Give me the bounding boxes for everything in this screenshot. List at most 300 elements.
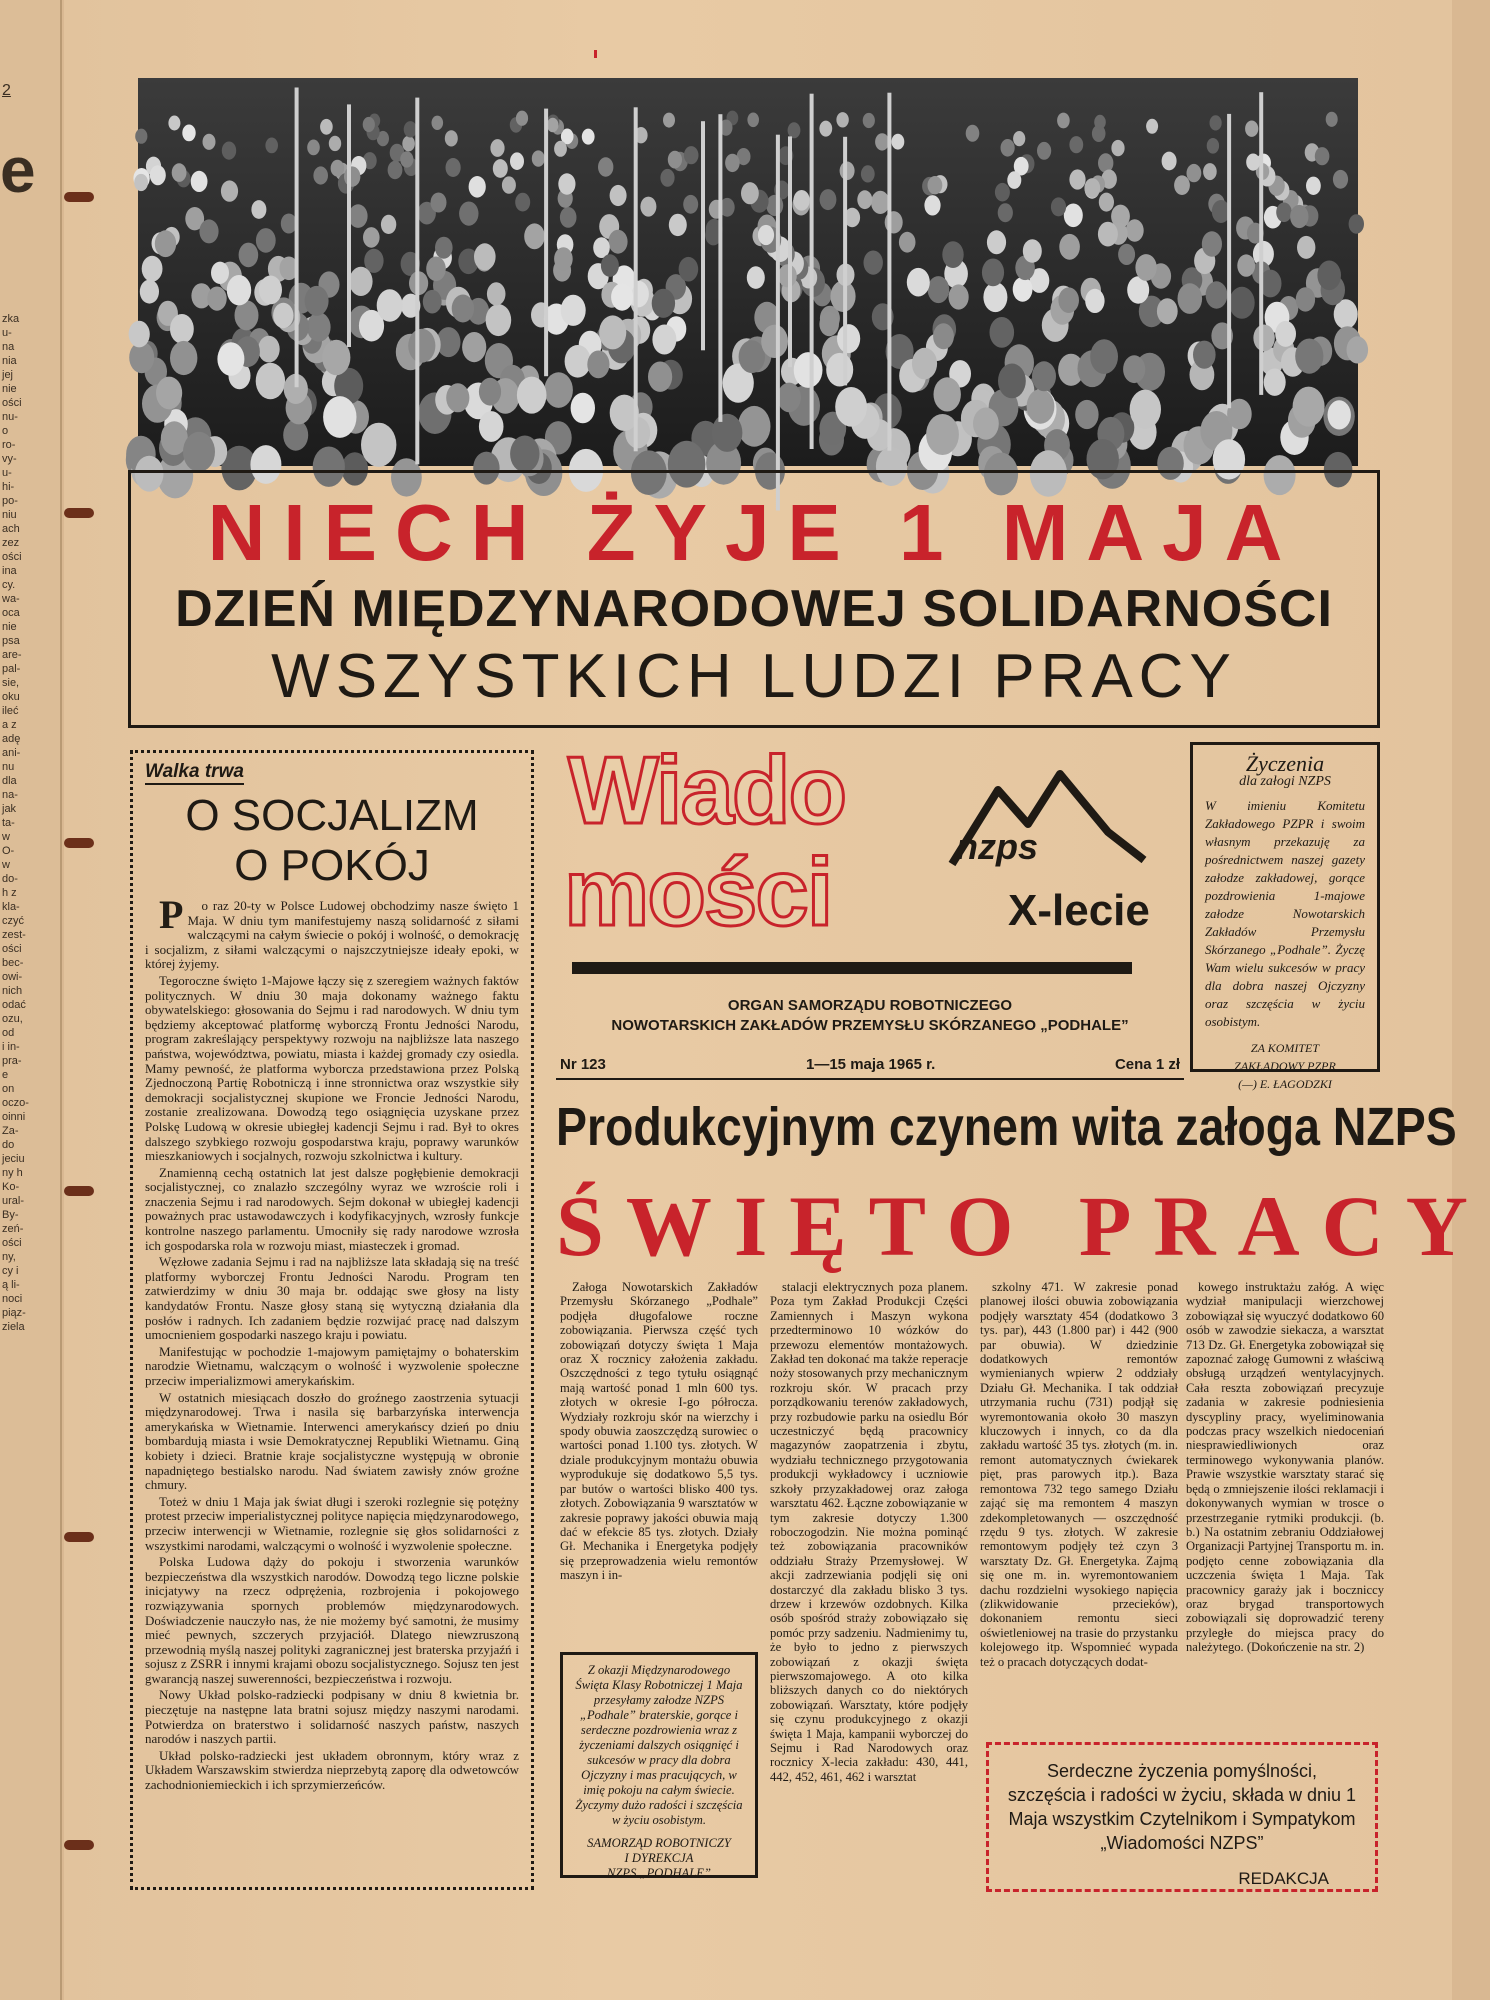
crowd-face [502, 176, 516, 193]
article-text: kowego instruktażu załóg. A więc wydział manipulacji wierzchowej zobowiązał się wyuczyć dodatkowo 60 osób w zawodzie siekacza, a warsztat 713 Dz. Gł. Energetyka zobowiązał się zapoznać załogę Gumowni z właściwą obsługą urządzeń wentylacyjnych. Cała reszta zobowiązań precyzuje zadania w zakresie podniesienia dyscypliny pracy, wyeliminowania podczas pracy wszelkich niedoceniań niesprawiedliwionych oraz terminowego wykonywania planów. Prawie wszystkie warsztaty starać się będą o zmniejszenie ilości reklamacji i dokonywanych wymian w trosce o przestrzeganie rytmiki produkcji. (b. b.) Na ostatnim zebraniu Oddziałowej Organizacji Partyjnej Transportu m. in. podjęto cenne zobowiązania dla uczczenia święta 1 Maja. Tak pracownicy garaży jak i boczniccy oraz brygad transportowych zobowiązali się doprowadzić tereny przyległe do miejsca pracy do należytego. (Dokończenie na str. 2) [1186, 1280, 1384, 1655]
crowd-face [684, 146, 699, 164]
prev-page-fragment: oinni [2, 1111, 26, 1123]
crowd-face [377, 289, 403, 321]
prev-page-fragment: Ko- [2, 1181, 20, 1193]
crowd-face [361, 423, 396, 467]
crowd-face [1098, 222, 1118, 247]
prev-page-fragment: a z [2, 719, 17, 731]
prev-page-fragment: od [2, 1027, 15, 1039]
flag-pole [701, 121, 705, 350]
crowd-face [281, 214, 297, 234]
masthead-anniversary: X-lecie [1008, 886, 1150, 935]
article-title [145, 791, 519, 891]
crowd-face [565, 345, 591, 378]
prev-page-fragment: w [2, 859, 10, 871]
flag-pole [810, 94, 814, 449]
crowd-face [611, 283, 633, 310]
prev-page-fragment: ości [2, 943, 22, 955]
prev-page-fragment: ny h [2, 1167, 23, 1179]
crowd-face [469, 176, 486, 198]
crowd-face [344, 166, 360, 186]
masthead-underline [572, 962, 1132, 974]
crowd-face [1123, 355, 1145, 383]
inset-sign-line: NZPS „PODHALE” [607, 1866, 711, 1880]
prev-page-fragment: ina [2, 565, 17, 577]
flag-pole [843, 137, 847, 386]
prev-page-fragment: ozu, [2, 1013, 23, 1025]
crowd-face [899, 232, 916, 253]
article-text: szkolny 471. W zakresie ponad planowej ilości obuwia zobowiązania podjęły warsztaty 454 (dodatkowo 3 tys. par), 443 (1.800 par) i 442 (900 par obuwia). W dziedzinie dodatkowych remontów wymienianych wpierw 2 oddziały Działu Gł. Mechanika. I tak oddział utrzymania ruchu (731) podjął się wyremontowania około 30 maszyn kluczowych i innych, co da dla zakładu wartość 35 tys. złotych (m. in. remont automatycznych ćwiekarek pięt, pras parowych itp.). Baza remontowa 732 tego samego Działu zająć się ma remontem 4 maszyn zdekompletowanych — oszczędność rzędu 9 tys. złotych. W zakresie remontowym podjęły też czyn 3 warsztaty Dz. Gł. Energetyka. Zajmą się one m. in. wyremontowaniem dachu rozdzielni wysokiego napięcia (zlikwidowanie przecieków), dokonaniem remontu sieci oświetleniowej na trasie do przystanku kolejowego itp. Wspomnieć wypada też o pracach dotyczących dodat- [980, 1280, 1178, 1669]
crowd-face [1001, 139, 1015, 157]
crowd-face [408, 329, 435, 363]
masthead-organ [556, 996, 1184, 1036]
crowd-face [1203, 163, 1217, 180]
crowd-face [1207, 138, 1219, 154]
prev-page-fragment: bec- [2, 957, 24, 969]
article-text: stalacji elektrycznych poza planem. Poza tym Zakład Produkcji Części Zamiennych i Maszyn wykona przedterminowo 10 wózków do przewozu elementów montażowych. Zakład ten dokonać ma także reperacje noży stosowanych przy mechanicznym rozkroju skór. W pracach przy porządkowaniu terenów zakładowych, przy rozbudowie parku na osiedlu Bór uczestniczyć będą pracownicy magazynów zaopatrzenia i zbytu, wydziału technicznego przygotowania produkcji wykładowcy i uczniowie szkoły przyzakładowej oraz załoga warsztatu 462. Łączne zobowiązanie w tym zakresie dotyczy 1.300 roboczogodzin. Nie można pominąć też zobowiązania pracowników oddziału Straży Przemysłowej. W akcji zadrzewiania podjęli się oni dostarczyć dla zakładu blisko 3 tys. drzew i krzewów ozdobnych. Kilka osób spośród straży zobowiązało się pomóc przy sadzeniu. Nadmienimy tu, że było to jedno z pierwszych zobowiązań z okazji święta pierwszomajowego. A oto kilka bliższych danych co do niektórych zobowiązań. Warsztaty, które podjęły się czynu produkcyjnego z okazji święta 1 Maja, kampanii wyborczej do Sejmu i Rad Narodowych oraz rocznicy X-lecia zakładu: 430, 441, 442, 452, 461, 462 i warsztat [770, 1280, 968, 1784]
binding-hole [64, 1840, 94, 1850]
prev-page-fragment: Za- [2, 1125, 19, 1137]
crowd-face [1349, 214, 1364, 233]
crowd-photo [138, 78, 1358, 466]
prev-page-fragment: O- [2, 845, 15, 857]
article-paragraph: Po raz 20-ty w Polsce Ludowej obchodzimy nasze święto 1 Maja. W dniu tym manifestujemy naszą solidarność z siłami walczącymi na całym świecie o pokój i wolność, o demokrację i socjalizm, z siłami walczącymi o najszczytniejsze ideały epoki, w której żyjemy. [145, 892, 519, 972]
crowd-face [426, 257, 446, 282]
crowd-face [211, 262, 229, 284]
crowd-face [1306, 177, 1321, 195]
crowd-face [582, 129, 595, 145]
crowd-face [926, 414, 959, 455]
prev-page-fragment: ileć [2, 705, 19, 717]
crowd-face [155, 230, 176, 257]
prev-page-fragment: oczo- [2, 1097, 29, 1109]
prev-page-fragment: i in- [2, 1041, 20, 1053]
crowd-photo-icon [138, 78, 1358, 466]
greeting-sign-line: ZAKŁADOWY PZPR [1234, 1059, 1336, 1073]
article-paragraph: Układ polsko-radziecki jest układem obronnym, który wraz z Układem Warszawskim stwierdza nieprzebytą zaporę dla odwetowców zachodnioniemieckich i ich sprzymierzeńców. [145, 1747, 519, 1793]
binding-hole [64, 1532, 94, 1542]
crowd-face [739, 340, 765, 373]
masthead-word2: mości [564, 839, 832, 946]
crowd-face [599, 315, 626, 349]
prev-page-fragment: hi- [2, 481, 15, 493]
crowd-face [990, 317, 1015, 348]
crowd-face [446, 158, 461, 177]
crowd-face [820, 189, 837, 210]
crowd-face [777, 383, 801, 413]
crowd-face [1135, 254, 1156, 281]
crowd-face [191, 171, 208, 192]
prev-page-fragment: u- [2, 467, 12, 479]
crowd-face [1098, 153, 1113, 172]
greeting-inset [560, 1652, 758, 1878]
prev-page-fragment: adę [2, 733, 21, 745]
crowd-face [788, 122, 801, 138]
crowd-face [349, 204, 368, 228]
crowd-face [313, 166, 328, 184]
prev-page-fragment: nu [2, 761, 15, 773]
crowd-face [402, 136, 415, 152]
prev-page-fragment: cy. [2, 579, 16, 591]
greeting-signature [1205, 1039, 1365, 1093]
crowd-face [663, 113, 675, 128]
crowd-face [1296, 287, 1315, 311]
crowd-face [928, 276, 950, 303]
article-paragraph: Węzłowe zadania Sejmu i rad na najbliższe lata składają się na treść platformy wyborczej Frontu Jedności Narodu. Program ten zatwierdzimy w dniu 30 maja br. oddając swe głosy na listy kandydatów Frontu. Nasze głosy staną się wytyczną działania dla posłów i radnych. Ich zadaniem będzie rozwijać pracę nad dalszym umocnieniem gospodarki naszego kraju i powiatu. [145, 1254, 519, 1343]
crowd-face [1245, 121, 1258, 137]
crowd-face [381, 215, 396, 234]
crowd-face [265, 138, 278, 154]
crowd-face [221, 180, 238, 201]
crowd-face [400, 151, 413, 167]
crowd-face [134, 174, 148, 191]
crowd-face [1058, 287, 1079, 313]
crowd-face [1157, 298, 1178, 324]
red-mark [594, 50, 597, 58]
crowd-face [1295, 339, 1323, 374]
crowd-face [998, 203, 1013, 222]
article-title-line2: O POKÓJ [234, 841, 430, 890]
prev-page-fragment: nu- [2, 411, 18, 423]
prev-page-fragment: ach [2, 523, 20, 535]
crowd-face [140, 280, 159, 304]
crowd-face [668, 151, 682, 169]
crowd-face [766, 195, 783, 216]
crowd-face [610, 185, 627, 206]
crowd-face [259, 276, 282, 305]
issue-date: 1—15 maja 1965 r. [806, 1056, 936, 1073]
crowd-face [227, 275, 251, 305]
crowd-face [554, 247, 573, 270]
article-paragraph: Znamienną cechą ostatnich lat jest dalsze pogłębienie demokracji socjalistycznej, co znalazło szczególny wyraz we wzroście roli i znaczenia Sejmu i rad narodowych. Sejm dokonał w ubiegłej kadencji poważnych prac ustawodawczych i kodyfikacyjnych, wzrosły funkcje kontrolne naszego parlamentu. Umocniły się rady narodowe wzrosła ich gospodarska rola w rozwoju miast, miasteczek i gromad. [145, 1164, 519, 1253]
crowd-face [432, 116, 444, 130]
prev-page-fragment: zez [2, 537, 20, 549]
article-kicker: Walka trwa [145, 761, 244, 785]
prev-page-number: 2 [2, 82, 11, 99]
prev-page-fragment: jak [2, 803, 17, 815]
crowd-face [183, 432, 215, 472]
crowd-face [949, 284, 969, 309]
prev-page-fragment: nich [2, 985, 23, 997]
crowd-face [679, 257, 699, 282]
headline-line2: DZIEŃ MIĘDZYNARODOWEJ SOLIDARNOŚCI [175, 580, 1333, 638]
crowd-face [1333, 170, 1348, 189]
prev-page-fragment: psa [2, 635, 20, 647]
crowd-face [857, 190, 872, 209]
crowd-face [516, 111, 528, 126]
greeting-body: W imieniu Komitetu Zakładowego PZPR i swoim własnym przekazuję za pośrednictwem naszej gazety załodze zakładowej, gorące pozdrowienia 1-majowe załodze Nowotarskich Zakładów Przemysłu Skórzanego „Podhale”. Życzę Wam wielu sukcesów w pracy dla dobra naszej Ojczyzny oraz szczęścia w życiu osobistym. [1205, 798, 1365, 1029]
crowd-face [875, 133, 889, 150]
flag-pole [1227, 114, 1231, 408]
crowd-face [712, 414, 743, 452]
issue-price: Cena 1 zł [1114, 1056, 1180, 1073]
article-paragraph: Nowy Układ polsko-radziecki podpisany w dniu 8 kwietnia br. pieczętuje na następne lata bratni sojusz między naszymi narodami. Potwierdza on braterstwo i solidarność naszych państw, naszych narodów i naszych partii. [145, 1687, 519, 1747]
crowd-face [560, 207, 577, 228]
crowd-face [329, 136, 341, 151]
crowd-face [1094, 115, 1106, 130]
flag-pole [295, 88, 299, 388]
crowd-face [598, 157, 613, 176]
crowd-face [558, 173, 575, 194]
crowd-face [934, 377, 961, 411]
crowd-face [1326, 112, 1338, 127]
crowd-face [1293, 387, 1325, 427]
crowd-face [129, 321, 150, 348]
prev-page-fragment: na- [2, 789, 18, 801]
crowd-face [601, 254, 619, 277]
crowd-face [912, 348, 937, 380]
crowd-face [1253, 325, 1274, 352]
crowd-face [1069, 136, 1083, 153]
flag-pole [347, 104, 351, 347]
crowd-face [1057, 113, 1070, 129]
crowd-face [510, 436, 539, 473]
inset-sign-line: I DYREKCJA [624, 1851, 694, 1865]
crowd-face [1118, 244, 1135, 265]
crowd-face [445, 130, 458, 146]
prev-page-fragment: ani- [2, 747, 21, 759]
crowd-face [404, 121, 417, 137]
crowd-face [1347, 336, 1369, 363]
crowd-face [1090, 339, 1118, 374]
masthead-logo [556, 737, 1184, 970]
crowd-face [172, 163, 187, 182]
crowd-face [652, 289, 675, 318]
binding-hole [64, 838, 94, 848]
prev-page-fragment: oku [2, 691, 20, 703]
article-paragraph: W ostatnich miesiącach doszło do groźnego zaostrzenia sytuacji międzynarodowej. Trwa i nasila się barbarzyńska interwencja amerykańska w Wietnamie. Interwenci amerykańscy dzień po dniu bombardują miasta i wsie Demokratycznej Republiki Wietnamu. Giną kobiety i dzieci. Bratnie kraje socjalistyczne występują w obronie napadniętego bestialsko narodu. Nad światem zawisły znów groźne chmury. [145, 1389, 519, 1493]
crowd-face [307, 312, 331, 341]
crowd-face [1085, 289, 1104, 313]
crowd-face [966, 125, 980, 142]
crowd-face [479, 411, 504, 442]
crowd-face [778, 264, 797, 287]
prev-page-fragment: wa- [2, 593, 20, 605]
crowd-face [864, 251, 883, 275]
crowd-face [837, 324, 860, 353]
crowd-face [987, 230, 1006, 254]
prev-page-fragment: dla [2, 775, 17, 787]
crowd-face [199, 219, 218, 243]
masthead-word1: Wiado [568, 737, 846, 844]
prev-page-fragment: e [2, 1069, 9, 1081]
crowd-face [741, 182, 759, 204]
flag-pole [634, 107, 638, 451]
prev-page-fragment: cy i [2, 1265, 19, 1277]
editorial-signature: REDAKCJA [1238, 1869, 1329, 1888]
flag-pole [718, 114, 722, 422]
crowd-face [793, 190, 809, 211]
prev-page-fragment: zeń- [2, 1223, 24, 1235]
crowd-face [738, 406, 771, 447]
crowd-face [998, 364, 1026, 399]
prev-page-big-letter: e [0, 134, 36, 206]
previous-page-edge [0, 0, 62, 2000]
prev-page-fragment: noci [2, 1293, 23, 1305]
crowd-face [924, 195, 940, 215]
crowd-face [1237, 254, 1255, 276]
prev-page-fragment: odać [2, 999, 26, 1011]
prev-page-fragment: czyć [2, 915, 24, 927]
prev-page-fragment: pra- [2, 1055, 22, 1067]
crowd-face [256, 228, 276, 253]
crowd-face [1187, 164, 1202, 182]
prev-page-fragment: ural- [2, 1195, 25, 1207]
crowd-face [388, 161, 403, 179]
crowd-face [933, 323, 954, 349]
prev-page-fragment: u- [2, 327, 12, 339]
prev-page-fragment: ą li- [2, 1279, 20, 1291]
crowd-face [273, 303, 293, 328]
flag-pole [415, 98, 419, 465]
crowd-face [1126, 219, 1144, 241]
crowd-face [1246, 154, 1260, 171]
crowd-face [547, 118, 559, 133]
crowd-face [207, 287, 226, 311]
crowd-face [1146, 119, 1158, 134]
greeting-title: Życzenia [1245, 751, 1325, 776]
crowd-face [532, 150, 545, 166]
prev-page-fragment: ości [2, 397, 22, 409]
masthead-nzps: nzps [956, 826, 1039, 867]
inset-sign-line: SAMORZĄD ROBOTNICZY [587, 1836, 731, 1850]
crowd-face [322, 340, 350, 375]
crowd-face [1099, 193, 1114, 212]
crowd-face [239, 243, 259, 268]
crowd-face [1064, 204, 1083, 228]
crowd-face [474, 243, 496, 270]
prev-page-fragment: owi- [2, 971, 23, 983]
main-article-col2 [770, 1280, 968, 1784]
crowd-face [794, 352, 823, 388]
crowd-face [1264, 369, 1286, 396]
crowd-face [490, 139, 504, 157]
crowd-face [1178, 283, 1203, 314]
flag-pole [544, 109, 548, 377]
headline-line3: WSZYSTKICH LUDZI PRACY [271, 642, 1237, 711]
crowd-face [323, 396, 356, 438]
prev-page-fragment: do [2, 1139, 15, 1151]
binding-hole [64, 192, 94, 202]
crowd-face [1193, 341, 1216, 369]
crowd-face [1069, 169, 1085, 189]
crowd-face [587, 351, 609, 379]
crowd-face [349, 267, 372, 296]
crowd-face [307, 140, 320, 156]
crowd-face [515, 193, 530, 212]
binding-hole [64, 508, 94, 518]
left-article [130, 750, 534, 1890]
crowd-face [1229, 287, 1255, 319]
crowd-face [320, 119, 333, 135]
crowd-face [608, 230, 627, 254]
prev-page-fragment: nie [2, 383, 17, 395]
crowd-face [256, 363, 285, 400]
greeting-sign-line: ZA KOMITET [1250, 1041, 1320, 1055]
prev-page-fragment: nie [2, 621, 17, 633]
crowd-face [168, 116, 180, 131]
crowd-face [1206, 281, 1228, 308]
crowd-face [725, 154, 740, 172]
crowd-face [1297, 236, 1315, 259]
prev-page-fragment: ości [2, 1237, 22, 1249]
editorial-greeting-box [986, 1742, 1378, 1892]
prev-page-fragment: ta- [2, 817, 15, 829]
crowd-face [363, 117, 375, 132]
crowd-face [446, 383, 469, 412]
greeting-box [1190, 742, 1380, 1091]
flag-pole [887, 93, 891, 451]
crowd-face [487, 282, 506, 305]
crowd-face [835, 387, 867, 427]
issue-dateline [556, 1054, 1184, 1080]
crowd-face [1202, 231, 1222, 256]
crowd-face [1328, 400, 1351, 429]
article-title-line1: O SOCJALIZM [185, 791, 479, 840]
crowd-face [1037, 142, 1051, 160]
crowd-face [640, 197, 656, 217]
crowd-face [283, 420, 308, 451]
prev-page-fragment: na [2, 341, 15, 353]
greeting-subtitle: dla załogi NZPS [1239, 774, 1331, 789]
inset-signature [573, 1836, 745, 1881]
crowd-face [861, 165, 875, 182]
crowd-face [1290, 205, 1308, 228]
crowd-face [983, 282, 1007, 312]
crowd-face [1007, 171, 1021, 189]
crowd-face [652, 325, 676, 355]
prev-page-fragment: on [2, 1083, 15, 1095]
organ-line2: NOWOTARSKICH ZAKŁADÓW PRZEMYSŁU SKÓRZANEGO „PODHALE” [611, 1017, 1129, 1034]
crowd-face [571, 393, 595, 424]
crowd-face [982, 259, 1004, 287]
organ-line1: ORGAN SAMORZĄDU ROBOTNICZEGO [727, 997, 1013, 1014]
crowd-face [871, 191, 890, 214]
crowd-face [305, 286, 329, 316]
crowd-face [486, 304, 512, 336]
crowd-face [510, 152, 524, 170]
main-article-col3 [980, 1280, 1178, 1720]
crowd-face [747, 113, 759, 128]
prev-page-fragment: ości [2, 551, 22, 563]
crowd-face [561, 295, 586, 326]
crowd-face [942, 241, 963, 268]
crowd-face [493, 159, 508, 178]
crowd-face [135, 129, 147, 144]
crowd-face [142, 256, 163, 282]
crowd-face [1130, 390, 1161, 429]
prev-page-fragment: oca [2, 607, 20, 619]
crowd-face [836, 112, 848, 127]
main-article-col4 [1186, 1280, 1384, 1720]
crowd-face [217, 342, 244, 376]
crowd-face [150, 165, 166, 185]
prev-page-fragment: nia [2, 355, 17, 367]
crowd-face [222, 142, 236, 160]
prev-page-fragment: are- [2, 649, 22, 661]
crowd-face [660, 169, 674, 187]
crowd-face [892, 134, 905, 150]
crowd-face [1111, 140, 1124, 156]
crowd-face [524, 223, 545, 249]
article-paragraph: Manifestując w pochodzie 1-majowym pamiętajmy o bohaterskim narodzie Wietnamu, walczącym o wolność i wyzwolenie społeczne przeciw imperializmowi amerykańskim. [145, 1343, 519, 1388]
crowd-face [683, 195, 698, 214]
inset-text: Z okazji Międzynarodowego Święta Klasy Robotniczej 1 Maja przesyłamy załodze NZPS „Podhale” braterskie, gorące i serdeczne pozdrowienia wraz z życzeniami dalszych osiągnięć i sukcesów w pracy dla dobra Ojczyzny i mas pracujących, w imię pokoju na całym świecie. Życzymy dużo radości i szczęścia w życiu osobistym. [575, 1663, 743, 1827]
editorial-greeting-text: Serdeczne życzenia pomyślności, szczęścia i radości w życiu, składa w dniu 1 Maja wszystkim Czytelnikom i Sympatykom „Wiadomości NZPS” [1007, 1761, 1357, 1853]
crowd-face [554, 141, 567, 157]
greeting-sign-line: (—) E. ŁAGODZKI [1238, 1077, 1332, 1091]
crowd-face [331, 160, 345, 177]
